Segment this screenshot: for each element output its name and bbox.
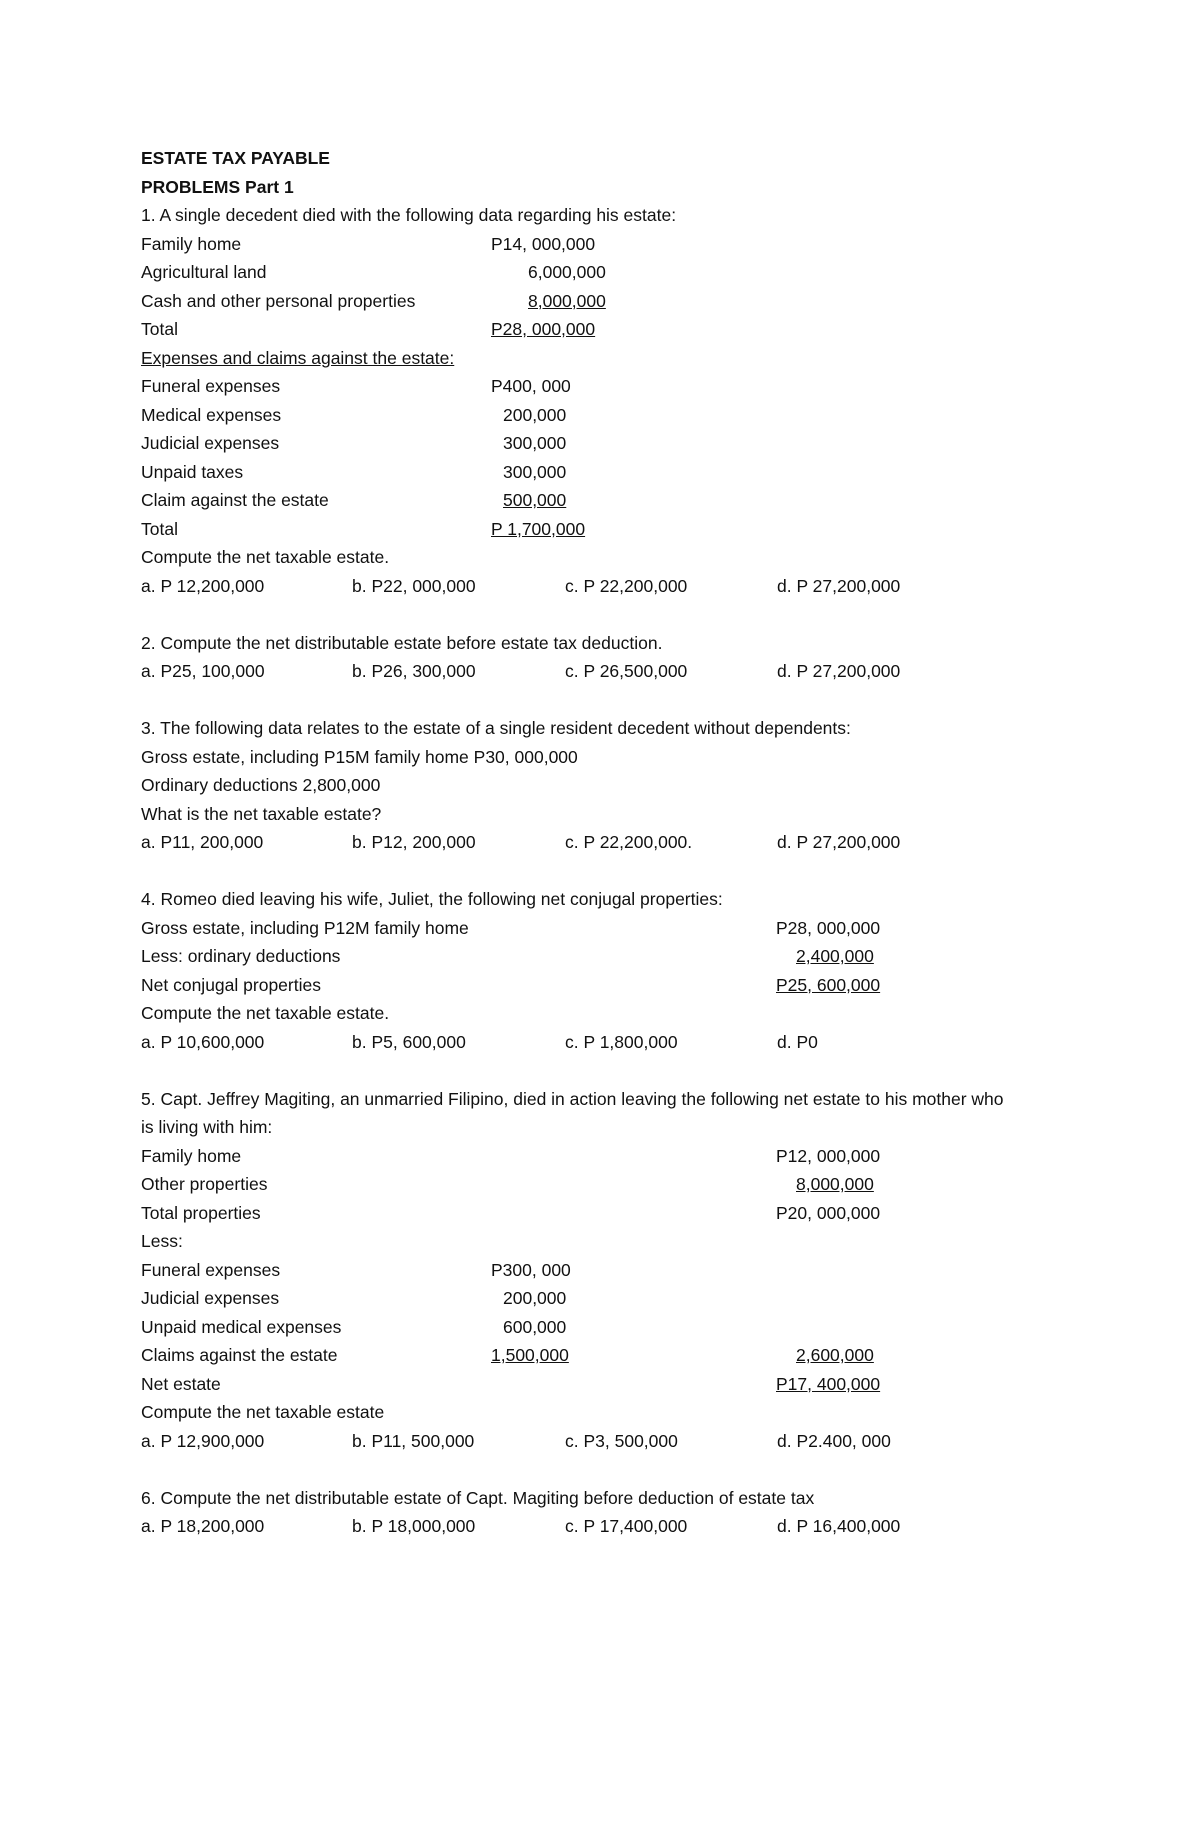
spacer (141, 1056, 1041, 1085)
row-amount: P14, 000,000 (491, 233, 596, 254)
row-label: Other properties (141, 1174, 268, 1194)
problem-5-deduction-row (141, 1341, 1041, 1370)
problem-5-property-row (141, 1170, 1041, 1199)
problem-5-deduction-row (141, 1313, 1041, 1342)
row-label: Family home (141, 1145, 242, 1166)
problem-1-choices (141, 572, 1041, 601)
row-label: Net conjugal properties (141, 974, 321, 995)
problem-2-question: 2. Compute the net distributable estate before estate tax deduction. (141, 632, 663, 653)
problem-1-expense-row (141, 372, 1041, 401)
problem-3-line: Ordinary deductions 2,800,000 (141, 775, 381, 795)
row-label: Judicial expenses (141, 433, 280, 453)
spacer (141, 1455, 1041, 1484)
choice-d: d. P 27,200,000 (777, 832, 901, 852)
problem-5-deduction-row (141, 1284, 1041, 1313)
problem-1-expense-row (141, 458, 1041, 487)
choice-a: a. P 12,900,000 (141, 1430, 265, 1451)
choice-a: a. P 10,600,000 (141, 1031, 265, 1052)
problem-1-expense-row (141, 429, 1041, 458)
problem-4-choices (141, 1028, 1041, 1057)
problem-4-intro: 4. Romeo died leaving his wife, Juliet, the following net conjugal properties: (141, 889, 723, 909)
row-amount: P17, 400,000 (776, 1373, 881, 1394)
choice-b: b. P5, 600,000 (352, 1031, 466, 1052)
row-label: Agricultural land (141, 262, 267, 282)
row-label: Total (141, 319, 178, 339)
row-amount: P25, 600,000 (776, 974, 881, 995)
choice-d: d. P 16,400,000 (777, 1516, 901, 1536)
row-amount: P28, 000,000 (776, 917, 881, 938)
row-amount: 200,000 (503, 404, 567, 425)
problem-1-property-row (141, 258, 1041, 287)
row-label: Medical expenses (141, 404, 282, 425)
choice-c: c. P 26,500,000 (565, 661, 688, 681)
row-amount: 6,000,000 (528, 262, 606, 282)
row-amount: 600,000 (503, 1316, 567, 1337)
row-label: Gross estate, including P12M family home (141, 917, 469, 938)
problem-6-choices (141, 1512, 1041, 1541)
problem-1-property-total (141, 315, 1041, 344)
row-amount: 500,000 (503, 490, 567, 510)
problem-3-line: Gross estate, including P15M family home P30, 000,000 (141, 746, 578, 767)
row-label: Judicial expenses (141, 1288, 280, 1308)
choice-c: c. P 22,200,000 (565, 575, 688, 596)
problem-5-question: Compute the net taxable estate (141, 1402, 385, 1422)
problem-4-row (141, 914, 1041, 943)
choice-a: a. P25, 100,000 (141, 661, 265, 681)
row-label: Cash and other personal properties (141, 290, 416, 311)
spacer (141, 600, 1041, 629)
row-amount: 2,400,000 (796, 946, 874, 966)
problem-1-property-row (141, 287, 1041, 316)
problem-1-expense-row (141, 401, 1041, 430)
row-label: Unpaid taxes (141, 461, 244, 482)
row-amount: 200,000 (503, 1288, 567, 1308)
problem-3-intro: 3. The following data relates to the estate of a single resident decedent without dependents: (141, 718, 851, 738)
choice-b: b. P 18,000,000 (352, 1516, 476, 1536)
problem-1-question: Compute the net taxable estate. (141, 547, 390, 567)
problem-5-intro: 5. Capt. Jeffrey Magiting, an unmarried Filipino, died in action leaving the following net estate to his mother who is living with him: (141, 1088, 1004, 1137)
choice-d: d. P2.400, 000 (777, 1430, 891, 1451)
choice-c: c. P 22,200,000. (565, 832, 693, 852)
problem-5-net-estate (141, 1370, 1041, 1399)
row-label: Total (141, 518, 178, 539)
expenses-heading: Expenses and claims against the estate: (141, 347, 455, 368)
problem-1-property-row (141, 230, 1041, 259)
document-subtitle: PROBLEMS Part 1 (141, 176, 294, 197)
problem-2-choices (141, 657, 1041, 686)
row-amount: P28, 000,000 (491, 319, 596, 339)
less-label: Less: (141, 1231, 183, 1251)
choice-c: c. P 17,400,000 (565, 1516, 688, 1536)
row-amount: 8,000,000 (528, 290, 606, 311)
problem-1-expense-total (141, 515, 1041, 544)
row-label: Less: ordinary deductions (141, 946, 341, 966)
row-amount: P400, 000 (491, 376, 571, 396)
problem-1-intro: 1. A single decedent died with the following data regarding his estate: (141, 205, 677, 225)
choice-b: b. P12, 200,000 (352, 832, 476, 852)
row-label: Family home (141, 233, 242, 254)
deductions-total: 2,600,000 (796, 1345, 874, 1365)
row-label: Funeral expenses (141, 376, 281, 396)
row-label: Claim against the estate (141, 490, 329, 510)
problem-4-row (141, 942, 1041, 971)
choice-a: a. P 18,200,000 (141, 1516, 265, 1536)
spacer (141, 686, 1041, 715)
problem-5-property-row (141, 1142, 1041, 1171)
choice-a: a. P 12,200,000 (141, 575, 265, 596)
problem-1-expense-row (141, 486, 1041, 515)
choice-d: d. P 27,200,000 (777, 575, 901, 596)
problem-3-question: What is the net taxable estate? (141, 803, 382, 824)
spacer (141, 857, 1041, 886)
row-label: Claims against the estate (141, 1345, 338, 1365)
row-amount: P300, 000 (491, 1259, 571, 1280)
row-amount: P20, 000,000 (776, 1202, 881, 1223)
problem-6-question: 6. Compute the net distributable estate of Capt. Magiting before deduction of estate tax (141, 1487, 815, 1508)
row-label: Unpaid medical expenses (141, 1316, 342, 1337)
choice-a: a. P11, 200,000 (141, 832, 264, 852)
choice-b: b. P11, 500,000 (352, 1430, 475, 1451)
choice-c: c. P 1,800,000 (565, 1031, 678, 1052)
row-amount: 300,000 (503, 461, 567, 482)
document-title: ESTATE TAX PAYABLE (141, 148, 330, 168)
choice-b: b. P26, 300,000 (352, 661, 476, 681)
problem-5-deduction-row (141, 1256, 1041, 1285)
row-label: Net estate (141, 1373, 221, 1394)
problem-4-row (141, 971, 1041, 1000)
problem-5-property-total (141, 1199, 1041, 1228)
choice-c: c. P3, 500,000 (565, 1430, 678, 1451)
choice-b: b. P22, 000,000 (352, 575, 476, 596)
choice-d: d. P0 (777, 1031, 818, 1052)
row-label: Total properties (141, 1202, 261, 1223)
choice-d: d. P 27,200,000 (777, 661, 901, 681)
row-amount: P12, 000,000 (776, 1145, 881, 1166)
row-amount: P 1,700,000 (491, 518, 586, 539)
row-amount: 300,000 (503, 433, 567, 453)
row-amount: 1,500,000 (491, 1345, 569, 1365)
problem-5-choices (141, 1427, 1041, 1456)
row-amount: 8,000,000 (796, 1174, 874, 1194)
row-label: Funeral expenses (141, 1259, 281, 1280)
problem-4-question: Compute the net taxable estate. (141, 1003, 390, 1023)
document-page (141, 144, 1041, 1541)
problem-3-choices (141, 828, 1041, 857)
